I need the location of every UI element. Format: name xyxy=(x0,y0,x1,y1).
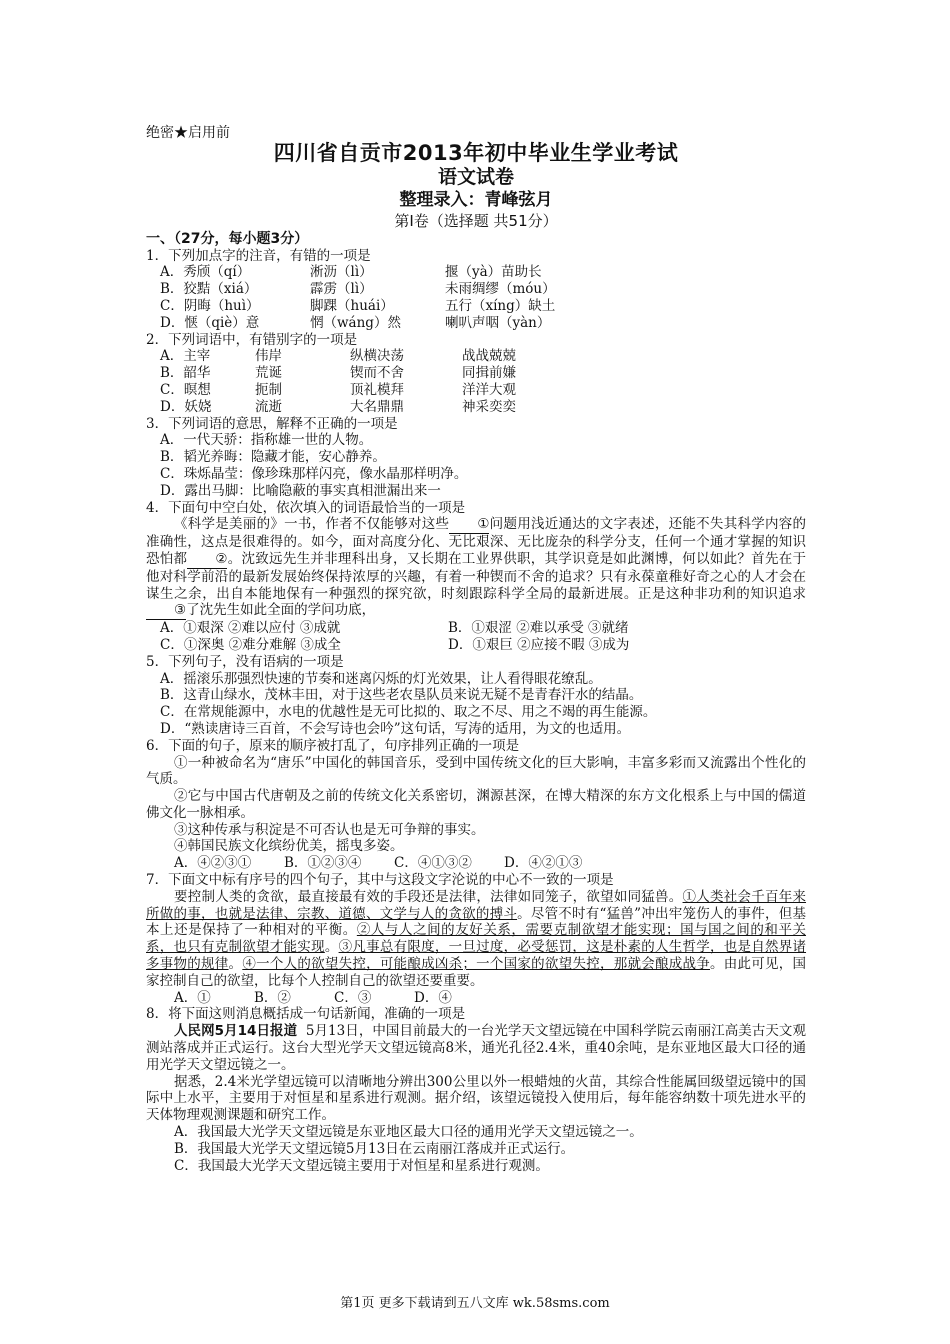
exam-subtitle: 语文试卷 xyxy=(437,165,514,188)
q1-b-2: 霹雳（lì） xyxy=(310,281,373,298)
q6-sentence-4: ④韩国民族文化缤纷优美，摇曳多姿。 xyxy=(174,838,404,855)
q3-option-b: B．韬光养晦：隐藏才能，安心静养。 xyxy=(160,449,386,466)
q8-option-b: B．我国最大光学天文望远镜5月13日在云南丽江落成并正式运行。 xyxy=(174,1140,575,1157)
q3-option-a: A．一代天骄：指称雄一世的人物。 xyxy=(160,432,373,449)
q1-a-1: A．秀颀（qí） xyxy=(160,264,251,281)
q2-d-2: 流逝 xyxy=(255,398,282,415)
q1-b-3: 未雨绸缪（móu） xyxy=(445,281,556,298)
q1-d-2: 惘（wáng）然 xyxy=(310,314,401,331)
q2-b-3: 锲而不舍 xyxy=(350,365,404,382)
q4-blank-3: ③ xyxy=(146,602,186,620)
q4-blank-1: ① xyxy=(449,516,489,534)
q6-option-c: C．④①③② xyxy=(394,855,472,872)
q4-passage-part-1: 《科学是美丽的》一书，作者不仅能够对这些 xyxy=(174,516,450,533)
q2-b-4: 同揖前嫌 xyxy=(462,365,516,382)
q1-option-d xyxy=(146,315,806,332)
question-8-stem: 8．将下面这则消息概括成一句话新闻，准确的一项是 xyxy=(146,1006,466,1023)
q8-option-c: C．我国最大光学天文望远镜主要用于对恒星和星系进行观测。 xyxy=(174,1157,549,1174)
q4-option-a: A．①艰深 ②难以应付 ③成就 xyxy=(160,620,341,637)
question-6-stem: 6．下面的句子，原来的顺序被打乱了，句序排列正确的一项是 xyxy=(146,737,520,754)
q8-option-a: A．我国最大光学天文望远镜是东亚地区最大口径的通用光学天文望远镜之一。 xyxy=(174,1124,643,1141)
q2-option-b xyxy=(146,365,806,382)
q1-a-2: 淅沥（lì） xyxy=(310,264,373,281)
exam-title: 四川省自贡市2013年初中毕业生学业考试 xyxy=(273,140,679,165)
q5-option-c: C．在常规能源中，水电的优越性是无可比拟的、取之不尽、用之不竭的再生能源。 xyxy=(160,704,657,721)
q7-sentence-4: ④一个人的欲望失控，可能酿成凶杀；一个国家的欲望失控，那就会酿成战争 xyxy=(242,956,710,973)
q1-d-1: D．惬（qiè）意 xyxy=(160,314,260,331)
q2-c-3: 顶礼模拜 xyxy=(350,381,404,398)
question-3-stem: 3．下列词语的意思，解释不正确的一项是 xyxy=(146,415,398,432)
q5-option-b: B．这青山绿水，茂林丰田，对于这些老农垦队员来说无疑不是青春汗水的结晶。 xyxy=(160,687,643,704)
q2-b-1: B．韶华 xyxy=(160,365,211,382)
q7-lead: 要控制人类的贪欲，最直接最有效的手段还是法律，法律如同笼子，欲望如同猛兽。 xyxy=(174,888,683,905)
q8-news-paragraph-1 xyxy=(146,1023,806,1073)
q2-option-c xyxy=(146,382,806,399)
q1-c-1: C．阴晦（huì） xyxy=(160,297,260,314)
q1-option-c xyxy=(146,298,806,315)
q4-passage-part-4: 了沈先生如此全面的学问功底， xyxy=(186,602,376,619)
q4-option-b: B．①艰涩 ②难以承受 ③就绪 xyxy=(448,620,629,637)
q1-a-3: 揠（yà）苗助长 xyxy=(445,264,542,281)
q2-b-2: 荒诞 xyxy=(255,365,282,382)
compiler-credit: 整理录入：青峰弦月 xyxy=(399,189,553,210)
q2-a-3: 纵横决荡 xyxy=(350,348,404,365)
q2-a-2: 伟岸 xyxy=(255,348,282,365)
q3-option-c: C．珠烁晶莹：像珍珠那样闪亮，像水晶那样明净。 xyxy=(160,465,468,482)
question-7-stem: 7．下面文中标有序号的四个句子，其中与这段文字沦说的中心不一致的一项是 xyxy=(146,872,614,889)
q7-mid-3: 。 xyxy=(228,956,243,973)
q7-option-d: D．④ xyxy=(414,989,452,1006)
q7-passage xyxy=(146,889,806,990)
q7-option-b: B．② xyxy=(254,989,291,1006)
q6-option-a: A．④②③① xyxy=(174,855,252,872)
q1-c-3: 五行（xíng）缺土 xyxy=(445,297,556,314)
q6-sentence-2: ②它与中国古代唐朝及之前的传统文化关系密切，渊源甚深，在博大精深的东方文化根系上与中国的儒道佛文化一脉相承。 xyxy=(146,788,806,821)
question-5-stem: 5．下列句子，没有语病的一项是 xyxy=(146,653,344,670)
q3-option-d: D．露出马脚：比喻隐蔽的事实真相泄漏出来一 xyxy=(160,482,441,499)
q1-c-2: 脚踝（huái） xyxy=(310,297,394,314)
question-1-stem: 1．下列加点字的注音，有错的一项是 xyxy=(146,247,371,264)
q6-option-d: D．④②①③ xyxy=(504,855,583,872)
q6-sentence-1: ①一种被命名为“唐乐”中国化的韩国音乐，受到中国传统文化的巨大影响，丰富多彩而又流露出个性化的气质。 xyxy=(146,754,806,788)
q7-option-a: A．① xyxy=(174,989,211,1006)
q6-option-b: B．①②③④ xyxy=(284,855,362,872)
q4-option-d: D．①艰巨 ②应接不暇 ③成为 xyxy=(448,636,630,653)
q2-c-2: 扼制 xyxy=(255,381,282,398)
q1-b-1: B．狡黠（xiá） xyxy=(160,281,258,298)
q4-passage-part-3: 。沈致远先生并非理科出身，又长期在工业界供职，其学识竟是如此渊博，何以如此？首先在于他对科学前沿的最新发展始终保持浓厚的兴趣，有着一种锲而不舍的追求？只有永葆童稚好奇之心的人才会在谋生之余，出自本能地保有一种强烈的探究欲，时刻跟踪科学全局的最新进展。正是这种非功利的知识追求 xyxy=(146,550,807,602)
q6-options xyxy=(146,855,806,872)
q4-passage xyxy=(146,516,806,620)
q7-sentence-2: ②人与人之间的友好关系，需要克制欲望才能实现；国与国之间的和平关系，也只有克制欲望才能实现 xyxy=(146,922,807,956)
q2-c-1: C．暝想 xyxy=(160,381,211,398)
q2-a-1: A．主宰 xyxy=(160,348,211,365)
confidential-mark: 绝密★启用前 xyxy=(146,125,230,141)
q7-sentence-1: ①人类社会千百年来所做的事，也就是法律、宗教、道德、文学与人的贪欲的搏斗 xyxy=(146,888,807,922)
q2-d-1: D．妖娆 xyxy=(160,398,212,415)
exam-page xyxy=(146,124,806,1174)
q4-options-row-2 xyxy=(146,637,806,654)
question-4-stem: 4．下面句中空白处，依次填入的词语最恰当的一项是 xyxy=(146,499,466,516)
q5-option-d: D．“熟读唐诗三百首，不会写诗也会吟”这句话，写涛的适用，为文的也适用。 xyxy=(160,720,631,737)
q2-a-4: 战战兢兢 xyxy=(462,348,516,365)
q7-sentence-3: ③凡事总有限度，一旦过度，必受惩罚，这是朴素的人生哲学，也是自然界诸多事物的规律 xyxy=(146,939,807,973)
q8-news-paragraph-2: 据悉，2.4米光学望远镜可以清晰地分辨出300公里以外一根蜡烛的火苗，其综合性能属回级望远镜中的国际中上水平，主要用于对恒星和星系进行观测。据介绍，该望远镜投入使用后，每年能容纳数十项先进水平的天体物理观测课题和研究工作。 xyxy=(146,1073,806,1124)
q2-d-4: 神采奕奕 xyxy=(462,398,516,415)
q8-news-text-1: 5月13日，中国目前最大的一台光学天文望远镜在中国科学院云南丽江高美古天文观测站落成并正式运行。这台大型光学天文望远镜高8米，通光孔径2.4米，重40余吨，是东亚地区最大口径的通用光学天文望远镜之一。 xyxy=(146,1023,806,1073)
q4-options-row-1 xyxy=(146,620,806,637)
q2-d-3: 大名鼎鼎 xyxy=(350,398,404,415)
section-heading: 一、（27分，每小题3分） xyxy=(146,230,309,247)
q4-blank-2: ② xyxy=(187,551,227,569)
q7-option-c: C．③ xyxy=(334,989,372,1006)
question-2-stem: 2．下列词语中，有错别字的一项是 xyxy=(146,331,358,348)
q7-options xyxy=(146,990,806,1007)
q1-option-a xyxy=(146,264,806,281)
volume-heading: 第Ⅰ卷（选择题 共51分） xyxy=(394,211,558,230)
q4-passage-part-2: 问题用浅近通达的文字表述，还能不失其科学内容的准确性，这点是很难得的。如今，面对高度分化、无比艰深、无比庞杂的科学分支，任何一个通才掌握的知识恐怕都 xyxy=(146,516,807,567)
q2-option-a xyxy=(146,348,806,365)
q7-mid-4: 。由此可见，国家控制自己的欲望，比每个人控制自己的欲望还要重要。 xyxy=(146,956,807,989)
q2-c-4: 洋洋大观 xyxy=(462,381,516,398)
q8-dateline: 人民网5月14日报道 xyxy=(174,1023,298,1040)
q5-option-a: A．摇滚乐那强烈快速的节奏和迷离闪烁的灯光效果，让人看得眼花缭乱。 xyxy=(160,670,602,687)
page-footer: 第1页 更多下载请到五八文库 wk.58sms.com xyxy=(340,1296,610,1311)
q6-sentence-3: ③这种传承与积淀是不可否认也是无可争辩的事实。 xyxy=(174,821,485,838)
q7-mid-1: 。尽管不时有“猛兽”冲出牢笼伤人的事件，但基本上还是保持了一种相对的平衡。 xyxy=(146,905,806,939)
q1-d-3: 喇叭声咽（yàn） xyxy=(445,314,551,331)
q7-mid-2: 。 xyxy=(324,939,339,956)
q2-option-d xyxy=(146,399,806,416)
q1-option-b xyxy=(146,281,806,298)
q4-option-c: C．①深奥 ②难分难解 ③成全 xyxy=(160,636,341,653)
